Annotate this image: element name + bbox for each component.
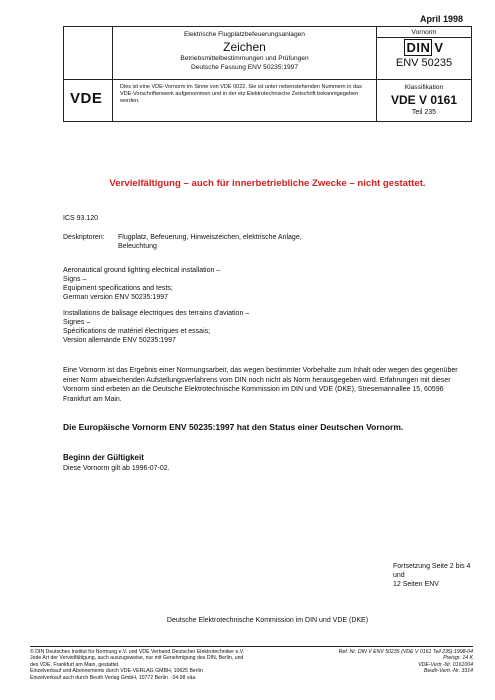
norm-id-block: [377, 27, 471, 80]
category-line: Elektrische Flugplatzbefeuerungsanlagen: [184, 31, 305, 38]
commission-name: Deutsche Elektrotechnische Kommission im DIN und VDE (DKE): [166, 617, 369, 624]
publication-date: April 1998: [420, 14, 464, 24]
footer-left-line-5: Einzelverkauf auch durch Beuth Verlag GmbH, 10772 Berlin · 04.98 väa: [30, 674, 196, 681]
footer-left-line-2: Jede Art der Vervielfältigung, auch auszugsweise, nur mit Genehmigung des DIN, Berlin, und: [30, 655, 244, 662]
french-line-3: Spécifications de matériel électriques et essais;: [63, 328, 211, 335]
vornorm-paragraph: Eine Vornorm ist das Ergebnis einer Normungsarbeit, das wegen bestimmter Vorbehalte zum Inhalt oder wegen des gegenüber einer Norm abweichenden Aufstellungsverfahrens vom DIN noch nicht als Norm herausgegeben wird. Erfahrungen mit dieser Vornorm sind erbeten an die Deutsche Elektrotechnische Kommission im DIN und VDE (DKE), Stresemannallee 15, 60596 Frankfurt am Main.: [63, 367, 458, 403]
footer-left-line-1: © DIN Deutsches Institut für Normung e.V. und VDE Verband Deutscher Elektrotechniker e.V.: [30, 649, 245, 655]
english-line-3: Equipment specifications and tests;: [63, 285, 173, 292]
english-title: [63, 266, 323, 302]
subtitle-line-2: Deutsche Fassung ENV 50235:1997: [190, 64, 299, 71]
footer-right-line-2: Preisgr. 14 K: [443, 655, 473, 662]
din-designation: [377, 40, 471, 55]
deskriptoren-text: [118, 233, 378, 251]
env-number: ENV 50235: [395, 57, 453, 69]
english-line-4: German version ENV 50235:1997: [63, 294, 169, 301]
french-title: [63, 309, 323, 345]
header-title-block: [113, 27, 377, 80]
english-line-2: Signs –: [63, 276, 87, 283]
continuation-note: [393, 562, 473, 589]
klassifikation-label: Klassifikation: [404, 84, 444, 91]
reference-footer: [310, 649, 473, 675]
vde-info-text: Dies ist eine VDE-Vornorm im Sinne von VDE 0022. Sie ist unter nebenstehenden Nummern in das VDE-Vorschriftenwerk aufgenommen und in der etz Elektrotechnische Zeitschrift bekanntgegeben worden.: [113, 80, 377, 122]
vde-logo: VDE: [70, 90, 103, 107]
subtitle-line-1: Betriebsmittelbestimmungen und Prüfungen: [180, 55, 309, 62]
footer-right-line-4: Beuth-Vertr.-Nr. 3314: [423, 668, 473, 675]
english-line-1: Aeronautical ground lighting electrical installation –: [63, 267, 221, 274]
validity-heading: Beginn der Gültigkeit: [63, 453, 144, 462]
din-logo: DIN: [406, 40, 431, 55]
french-line-1: Installations de balisage électriques des terrains d'aviation –: [63, 310, 250, 317]
din-v: V: [434, 40, 444, 55]
vornorm-label: Vornorm: [377, 29, 471, 38]
header-empty-cell: [63, 26, 113, 80]
french-line-4: Version allemande ENV 50235:1997: [63, 337, 176, 344]
french-line-2: Signes –: [63, 319, 91, 326]
copy-warning: Vervielfältigung – auch für innerbetriebliche Zwecke – nicht gestattet.: [109, 178, 426, 189]
teil-number: Teil 235: [411, 109, 437, 116]
deskriptoren-line-2: Beleuchtung: [118, 243, 157, 250]
deskriptoren-label: Deskriptoren:: [63, 234, 105, 241]
deskriptoren-line-1: Flugplatz, Befeuerung, Hinweiszeichen, elektrische Anlage,: [118, 234, 302, 241]
ics-code: ICS 93.120: [63, 215, 99, 222]
footer-left-line-3: des VDE, Frankfurt am Main, gestattet.: [30, 661, 120, 668]
continuation-line-1: Fortsetzung Seite 2 bis 4 und: [393, 563, 471, 579]
footer-right-line-3: VDE-Vertr.-Nr. 0161004: [418, 661, 473, 668]
status-statement: Die Europäische Vornorm ENV 50235:1997 hat den Status einer Deutschen Vornorm.: [63, 422, 404, 432]
classification-block: [377, 80, 471, 122]
document-title: Zeichen: [223, 40, 266, 54]
vde-number: VDE V 0161: [390, 93, 458, 107]
footer-left-line-4: Einzelverkauf und Abonnements durch VDE-VERLAG GMBH, 10625 Berlin: [30, 668, 203, 675]
footer-right-line-1: Ref. Nr. DIN V ENV 50235 (VDE V 0161 Teil 235):1998-04: [338, 649, 473, 655]
validity-text: Diese Vornorm gilt ab 1996-07-02.: [63, 465, 170, 472]
copyright-footer: [30, 649, 290, 681]
continuation-line-2: 12 Seiten ENV: [393, 581, 439, 588]
footer-divider: [30, 646, 473, 647]
